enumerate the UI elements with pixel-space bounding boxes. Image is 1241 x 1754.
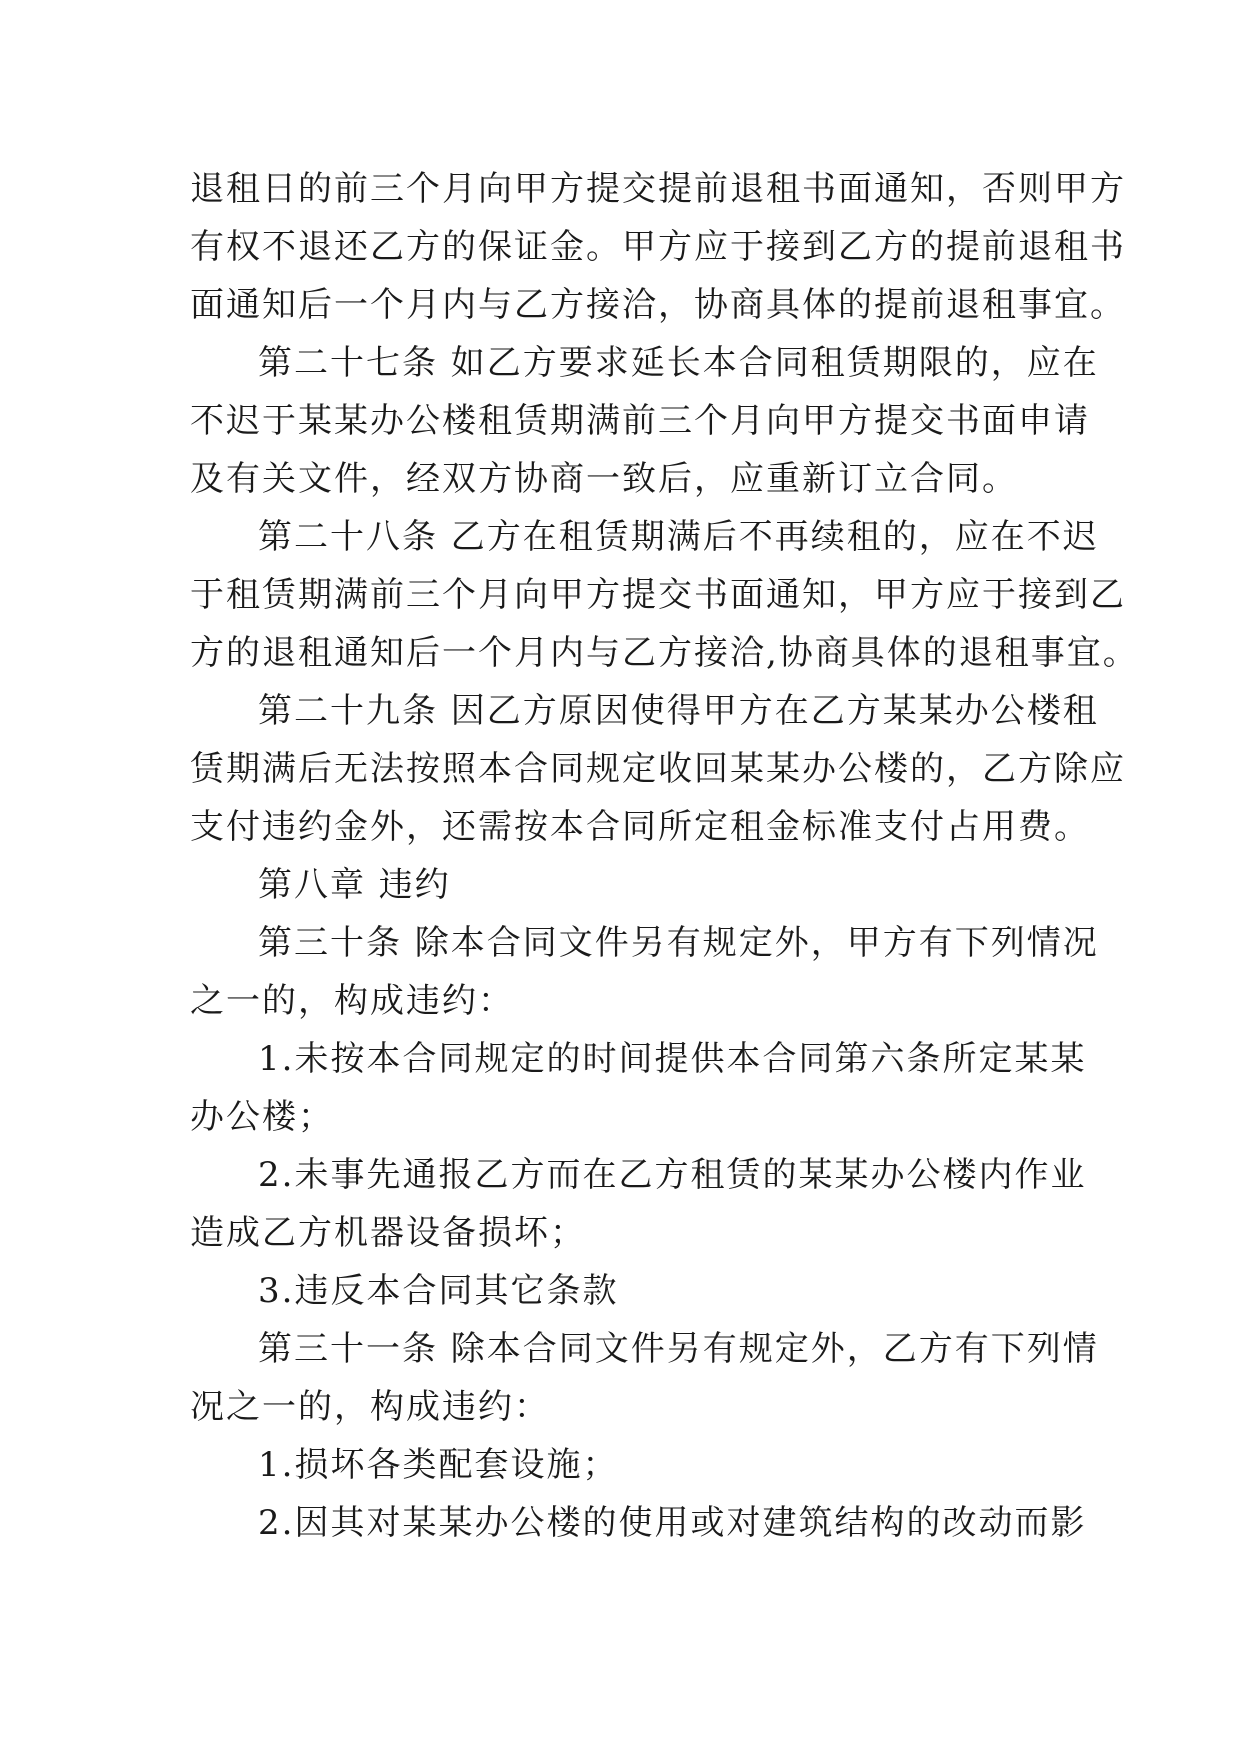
article-31-heading-line: 第三十一条 除本合同文件另有规定外，乙方有下列情 bbox=[258, 1329, 1099, 1369]
body-line: 方的退租通知后一个月内与乙方接洽,协商具体的退租事宜。 bbox=[190, 633, 1139, 673]
document-body bbox=[190, 160, 1139, 1552]
list-item-line: 2.因其对某某办公楼的使用或对建筑结构的改动而影 bbox=[258, 1503, 1087, 1543]
body-line: 支付违约金外，还需按本合同所定租金标准支付占用费。 bbox=[190, 807, 1090, 847]
body-line: 况之一的，构成违约： bbox=[190, 1387, 550, 1427]
list-item-line: 1.损坏各类配套设施； bbox=[258, 1445, 619, 1485]
list-item-line: 2.未事先通报乙方而在乙方租赁的某某办公楼内作业 bbox=[258, 1155, 1087, 1195]
body-line: 及有关文件，经双方协商一致后，应重新订立合同。 bbox=[190, 459, 1018, 499]
list-item-line: 1.未按本合同规定的时间提供本合同第六条所定某某 bbox=[258, 1039, 1087, 1079]
body-line: 办公楼； bbox=[190, 1097, 334, 1137]
body-line: 有权不退还乙方的保证金。甲方应于接到乙方的提前退租书 bbox=[190, 227, 1126, 267]
article-28-heading-line: 第二十八条 乙方在租赁期满后不再续租的，应在不迟 bbox=[258, 517, 1099, 557]
body-line: 退租日的前三个月向甲方提交提前退租书面通知，否则甲方 bbox=[190, 169, 1126, 209]
list-item-line: 3.违反本合同其它条款 bbox=[258, 1271, 619, 1311]
body-line: 于租赁期满前三个月向甲方提交书面通知，甲方应于接到乙 bbox=[190, 575, 1126, 615]
article-27-heading-line: 第二十七条 如乙方要求延长本合同租赁期限的，应在 bbox=[258, 343, 1099, 383]
body-line: 赁期满后无法按照本合同规定收回某某办公楼的，乙方除应 bbox=[190, 749, 1126, 789]
body-line: 不迟于某某办公楼租赁期满前三个月向甲方提交书面申请 bbox=[190, 401, 1090, 441]
body-line: 之一的，构成违约： bbox=[190, 981, 514, 1021]
body-line: 面通知后一个月内与乙方接洽，协商具体的提前退租事宜。 bbox=[190, 285, 1126, 325]
article-29-heading-line: 第二十九条 因乙方原因使得甲方在乙方某某办公楼租 bbox=[258, 691, 1099, 731]
body-line: 造成乙方机器设备损坏； bbox=[190, 1213, 586, 1253]
article-30-heading-line: 第三十条 除本合同文件另有规定外，甲方有下列情况 bbox=[258, 923, 1099, 963]
chapter-8-title: 第八章 违约 bbox=[258, 865, 451, 905]
